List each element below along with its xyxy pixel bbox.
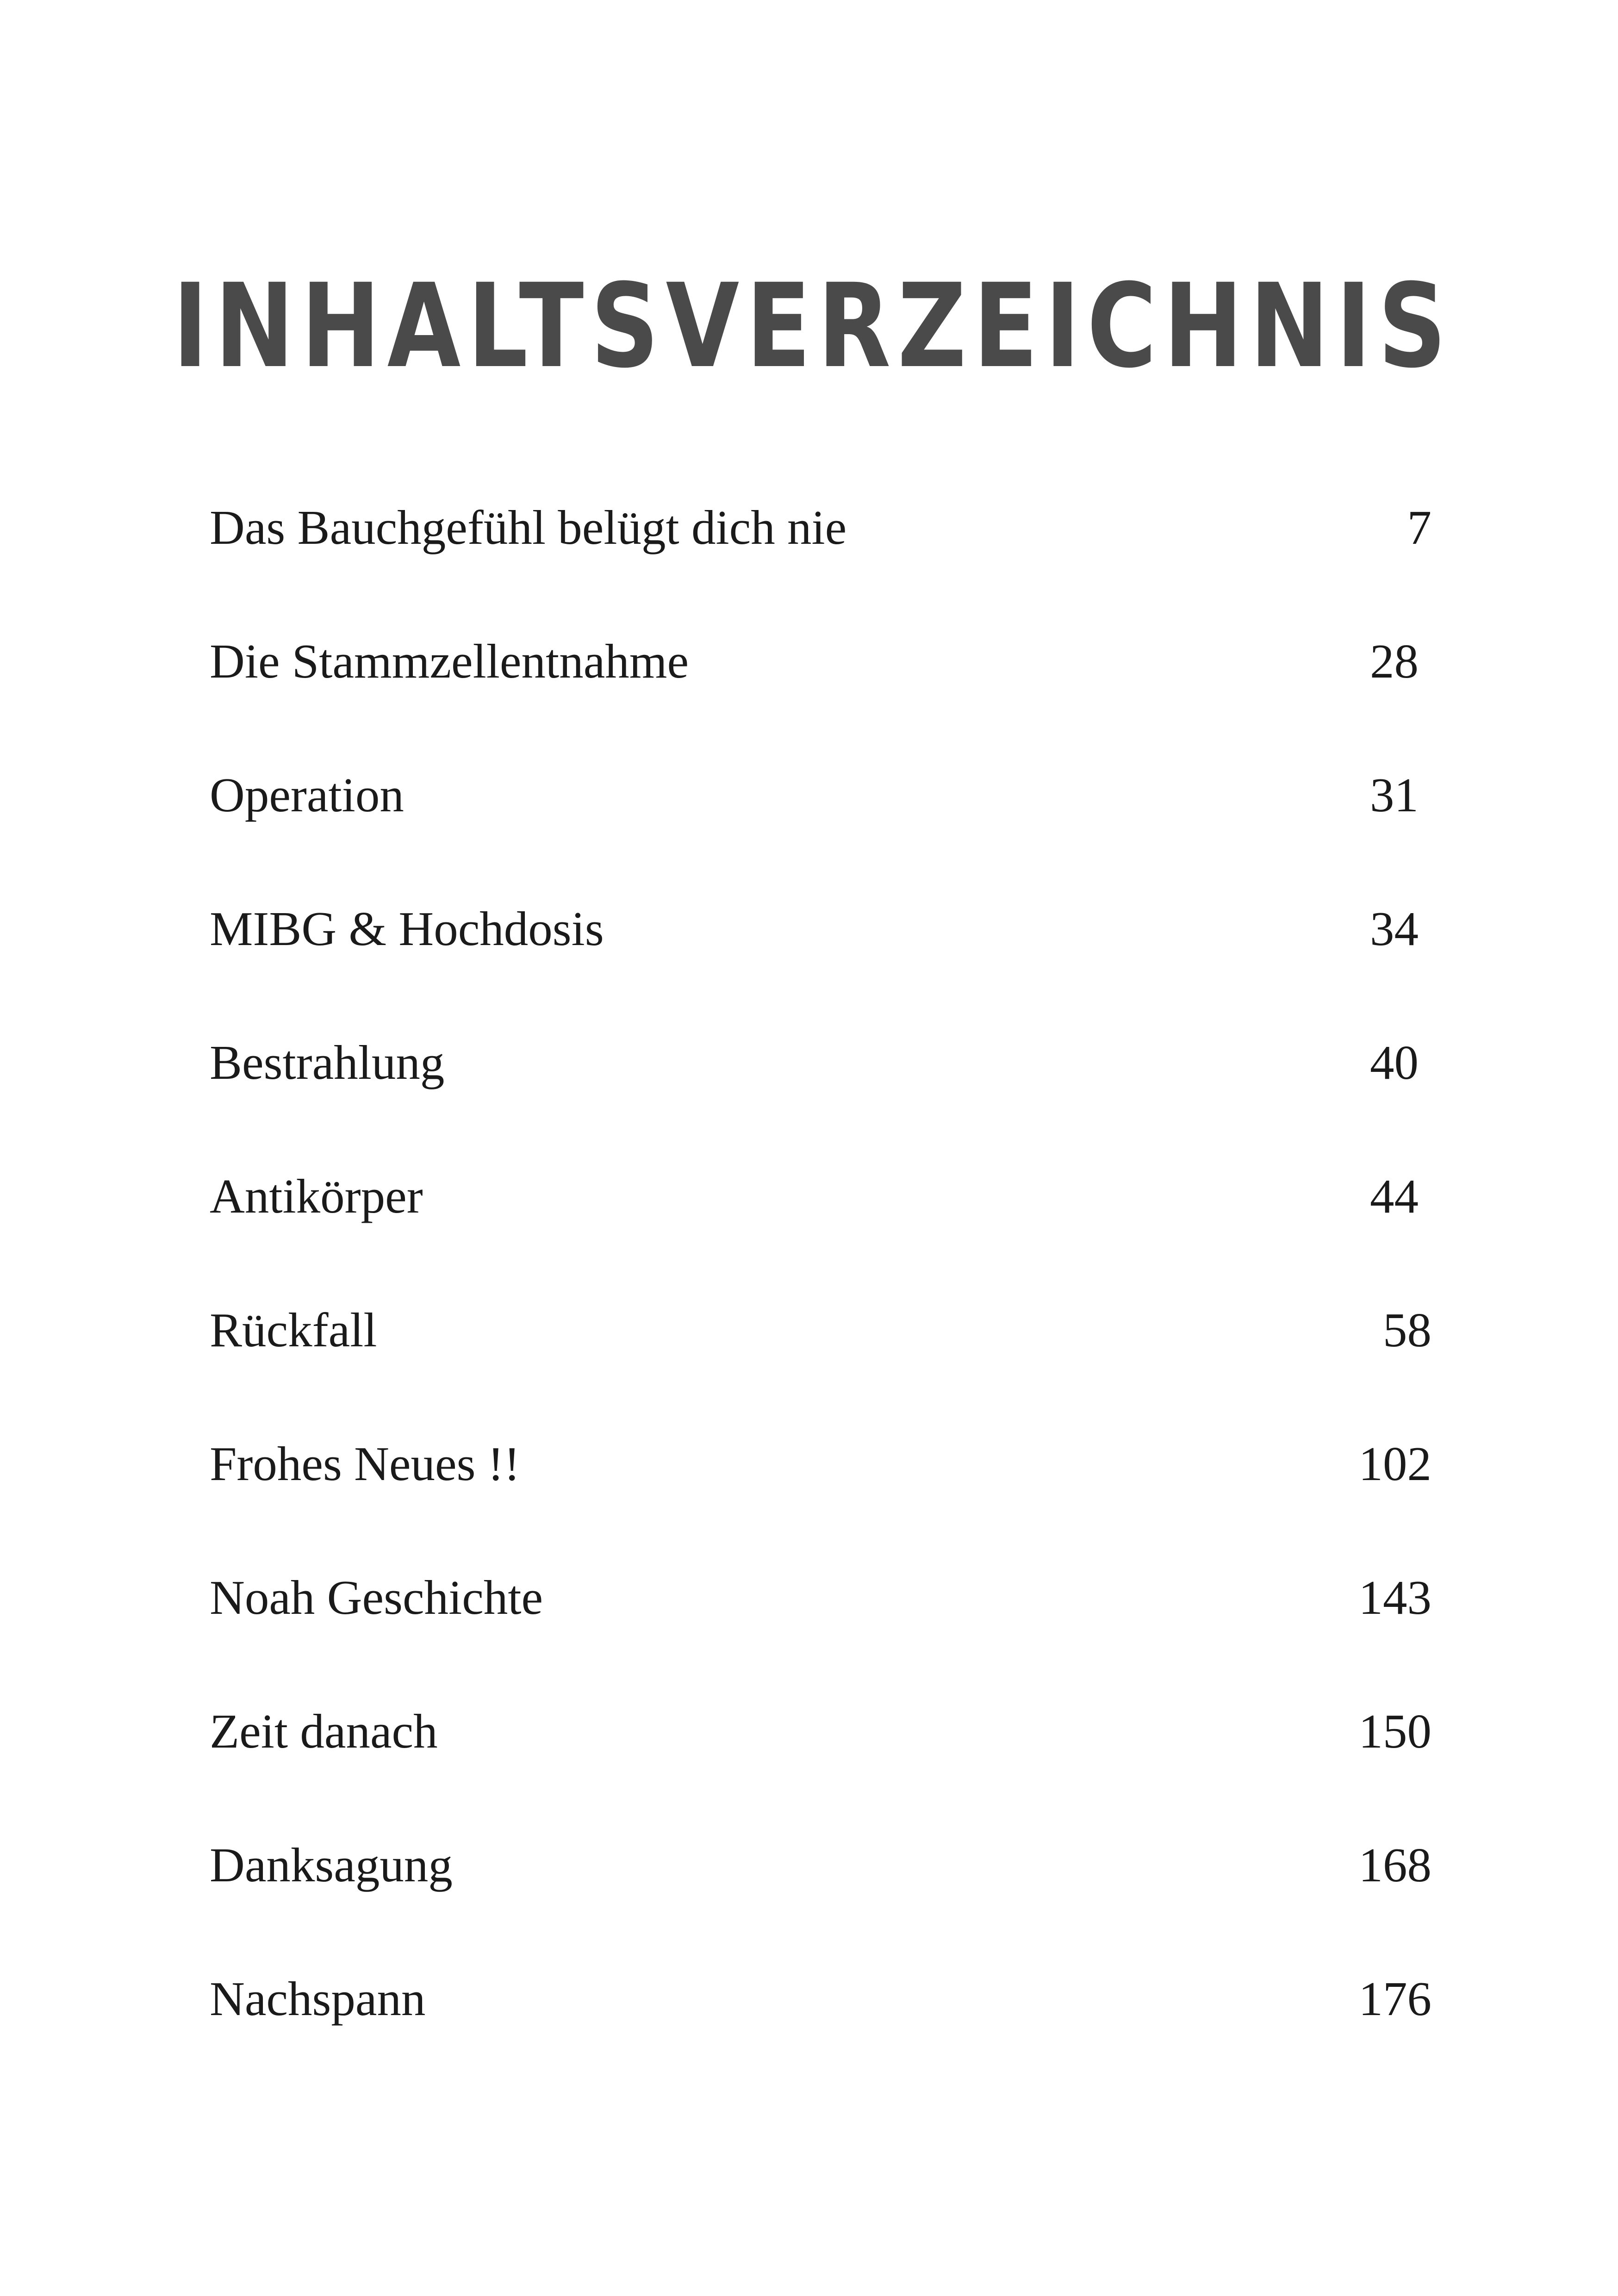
toc-entry [210, 894, 1431, 1028]
entry-page-number: 31 [1370, 768, 1419, 822]
entry-page-number: 58 [1383, 1303, 1431, 1357]
entry-title: MIBG & Hochdosis [210, 902, 604, 956]
toc-entry [210, 1697, 1431, 1830]
entry-title: Danksagung [210, 1838, 453, 1892]
entry-title: Noah Geschichte [210, 1570, 543, 1624]
toc-entry [210, 627, 1431, 760]
table-of-contents [210, 493, 1431, 2098]
entry-title: Das Bauchgefühl belügt dich nie [210, 500, 847, 554]
entry-page-number: 44 [1370, 1169, 1419, 1223]
entry-page-number: 176 [1358, 1972, 1431, 2026]
entry-title: Zeit danach [210, 1704, 438, 1758]
toc-entry [210, 1563, 1431, 1697]
entry-title: Bestrahlung [210, 1035, 445, 1089]
toc-entry [210, 760, 1431, 894]
toc-entry [210, 493, 1431, 627]
entry-page-number: 102 [1358, 1437, 1431, 1491]
entry-title: Nachspann [210, 1972, 426, 2026]
entry-title: Frohes Neues !! [210, 1437, 520, 1491]
toc-entry [210, 1429, 1431, 1563]
entry-page-number: 150 [1358, 1704, 1431, 1758]
entry-title: Die Stammzellentnahme [210, 634, 689, 688]
toc-entry [210, 1028, 1431, 1162]
toc-entry [210, 1162, 1431, 1295]
entry-page-number: 7 [1407, 500, 1431, 554]
entry-page-number: 34 [1370, 902, 1419, 956]
entry-page-number: 143 [1358, 1570, 1431, 1624]
entry-title: Operation [210, 768, 404, 822]
toc-entry [210, 1964, 1431, 2098]
page-title: INHALTSVERZEICHNIS [172, 259, 1453, 393]
entry-title: Antikörper [210, 1169, 423, 1223]
toc-entry [210, 1295, 1431, 1429]
entry-title: Rückfall [210, 1303, 377, 1357]
entry-page-number: 168 [1358, 1838, 1431, 1892]
entry-page-number: 28 [1370, 634, 1419, 688]
toc-entry [210, 1830, 1431, 1964]
entry-page-number: 40 [1370, 1035, 1419, 1089]
